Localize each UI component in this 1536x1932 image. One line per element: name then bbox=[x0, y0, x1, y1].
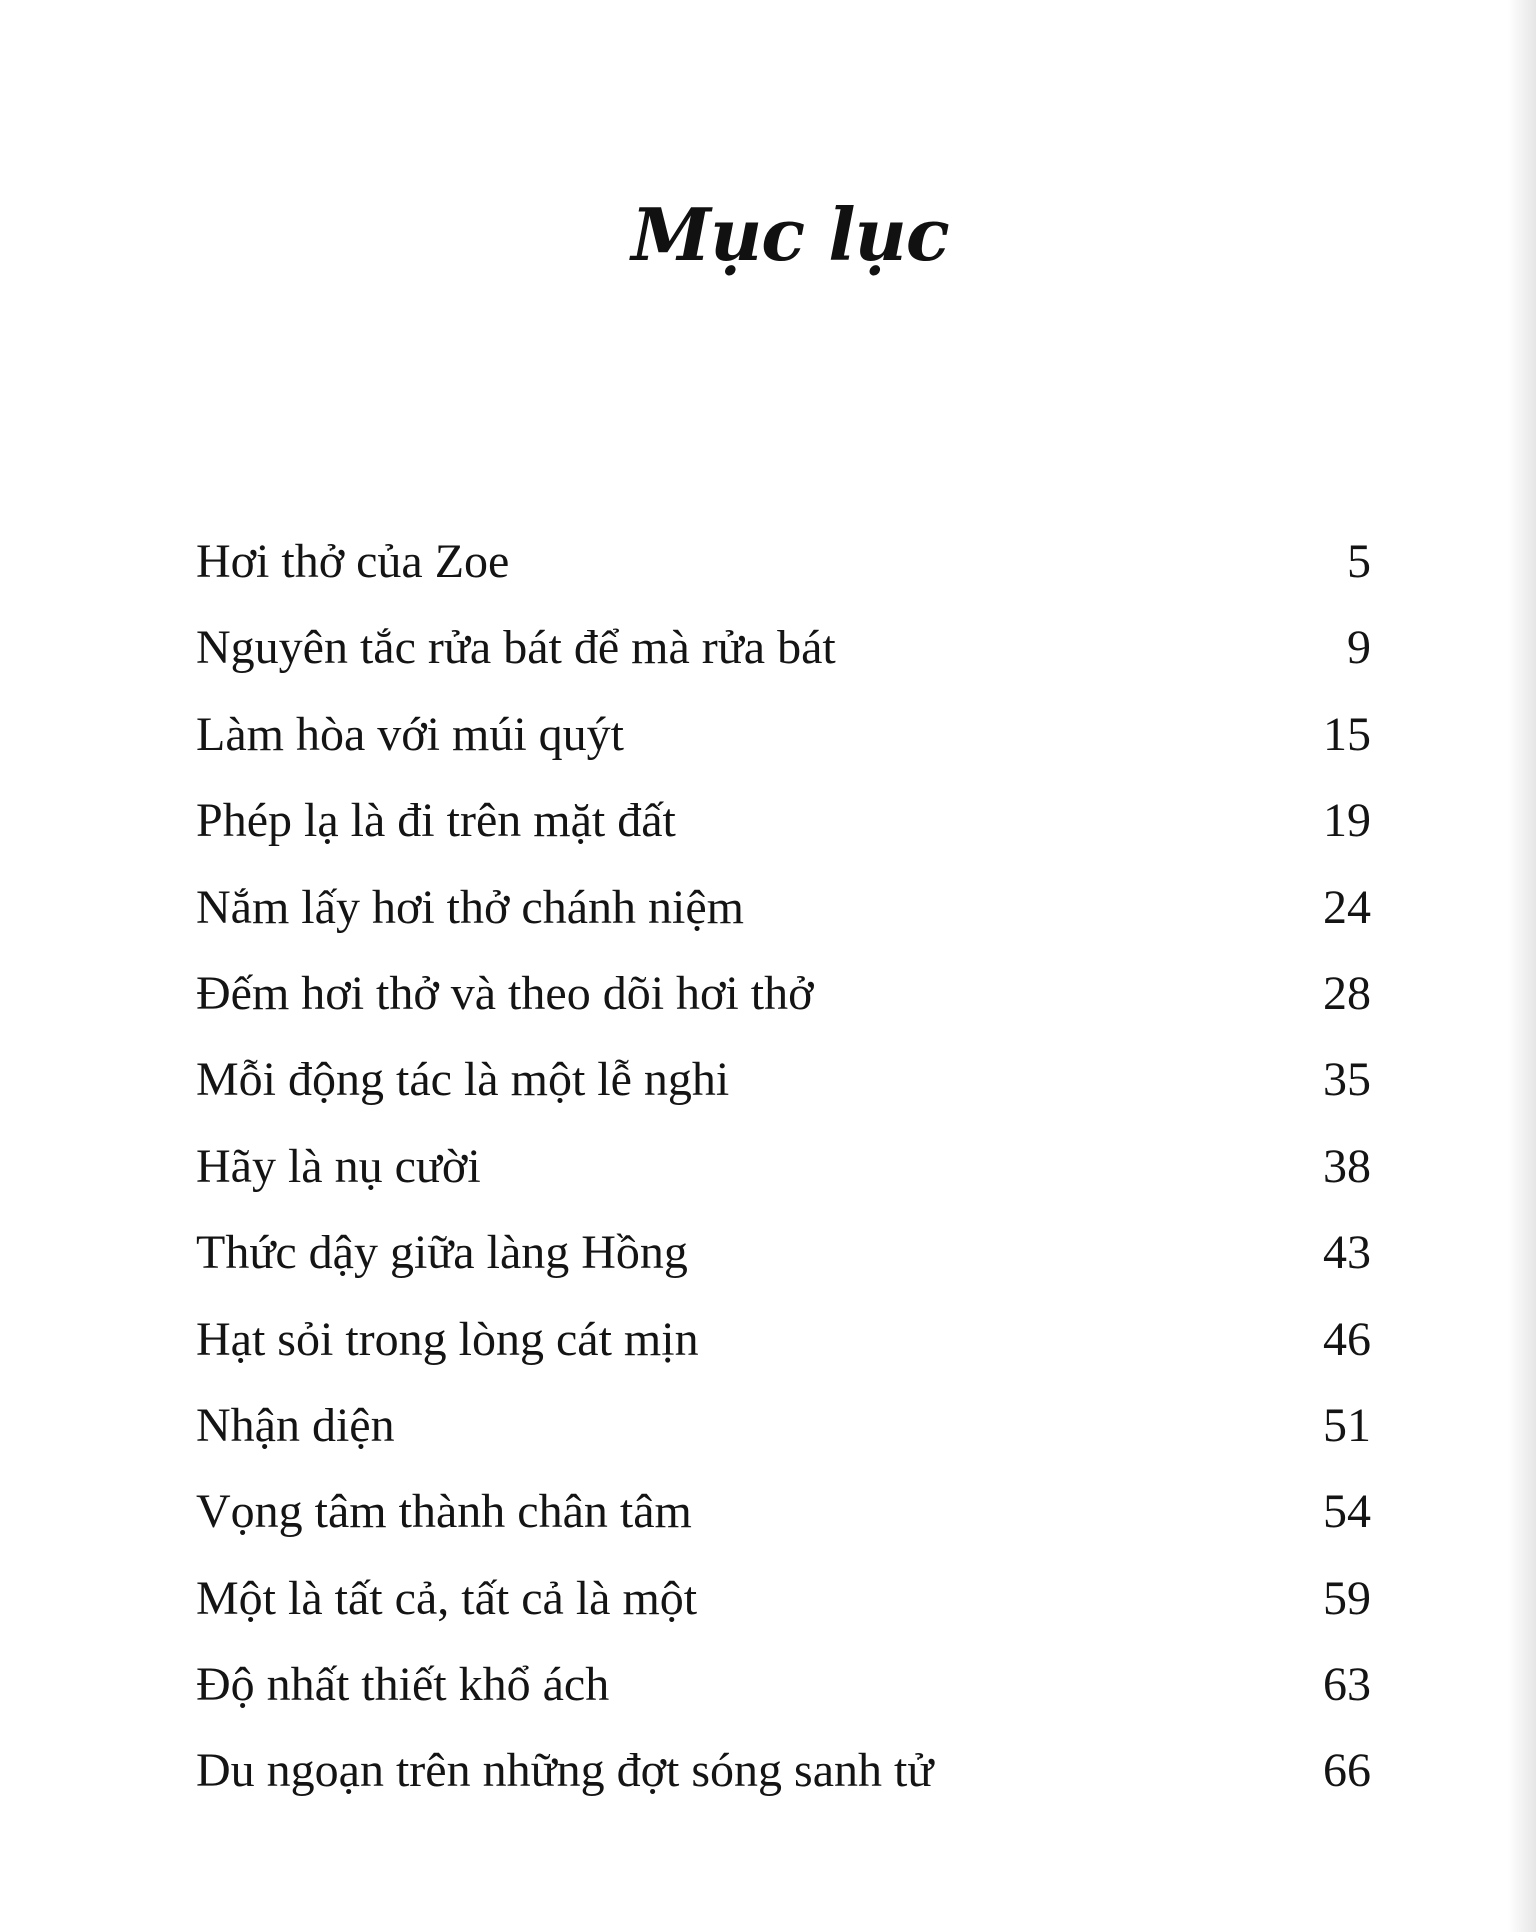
toc-entry-page: 5 bbox=[1347, 535, 1371, 588]
page-title: Mục lục bbox=[631, 192, 949, 277]
toc-entry bbox=[196, 1211, 1371, 1297]
toc-entry-page: 15 bbox=[1323, 707, 1371, 761]
toc-entry-page: 28 bbox=[1323, 966, 1371, 1020]
toc-entry bbox=[196, 779, 1371, 865]
toc-entry-title: Vọng tâm thành chân tâm bbox=[196, 1485, 692, 1539]
toc-entry-title: Mỗi động tác là một lễ nghi bbox=[196, 1053, 730, 1107]
toc-entry-title: Làm hòa với múi quýt bbox=[196, 707, 624, 761]
toc-entry bbox=[196, 606, 1371, 692]
toc-entry-page: 51 bbox=[1323, 1398, 1371, 1452]
toc-entry bbox=[196, 1384, 1371, 1470]
toc-entry-title: Hạt sỏi trong lòng cát mịn bbox=[196, 1312, 699, 1366]
toc-entry-title: Thức dậy giữa làng Hồng bbox=[196, 1226, 688, 1280]
toc-entry-page: 19 bbox=[1323, 794, 1371, 848]
table-of-contents bbox=[196, 520, 1371, 1816]
toc-entry-title: Đếm hơi thở và theo dõi hơi thở bbox=[196, 966, 814, 1020]
toc-entry bbox=[196, 693, 1371, 779]
toc-entry bbox=[196, 1298, 1371, 1384]
toc-entry-title: Hơi thở của Zoe bbox=[196, 535, 510, 588]
toc-entry-title: Nhận diện bbox=[196, 1398, 395, 1452]
toc-entry bbox=[196, 1038, 1371, 1124]
toc-entry-page: 43 bbox=[1323, 1226, 1371, 1280]
toc-entry-page: 38 bbox=[1323, 1139, 1371, 1193]
toc-entry bbox=[196, 1125, 1371, 1211]
toc-entry-title: Một là tất cả, tất cả là một bbox=[196, 1571, 698, 1625]
toc-entry-title: Nắm lấy hơi thở chánh niệm bbox=[196, 880, 744, 934]
toc-entry bbox=[196, 952, 1371, 1038]
toc-entry-title: Phép lạ là đi trên mặt đất bbox=[196, 794, 676, 848]
toc-entry bbox=[196, 1643, 1371, 1729]
toc-entry-page: 9 bbox=[1347, 621, 1371, 675]
toc-entry-title: Nguyên tắc rửa bát để mà rửa bát bbox=[196, 621, 836, 675]
toc-entry bbox=[196, 866, 1371, 952]
toc-entry-title: Hãy là nụ cười bbox=[196, 1139, 481, 1193]
page-edge-shadow bbox=[1508, 0, 1536, 1932]
toc-entry-page: 66 bbox=[1323, 1744, 1371, 1798]
toc-entry-title: Du ngoạn trên những đợt sóng sanh tử bbox=[196, 1744, 934, 1798]
toc-entry-page: 24 bbox=[1323, 880, 1371, 934]
toc-entry-page: 35 bbox=[1323, 1053, 1371, 1107]
toc-entry-page: 63 bbox=[1323, 1658, 1371, 1712]
toc-entry bbox=[196, 1729, 1371, 1815]
toc-entry-title: Độ nhất thiết khổ ách bbox=[196, 1658, 610, 1712]
toc-entry bbox=[196, 1557, 1371, 1643]
toc-entry-page: 54 bbox=[1323, 1485, 1371, 1539]
toc-entry bbox=[196, 1470, 1371, 1556]
toc-entry-page: 46 bbox=[1323, 1312, 1371, 1366]
toc-entry bbox=[196, 520, 1371, 606]
toc-entry-page: 59 bbox=[1323, 1571, 1371, 1625]
